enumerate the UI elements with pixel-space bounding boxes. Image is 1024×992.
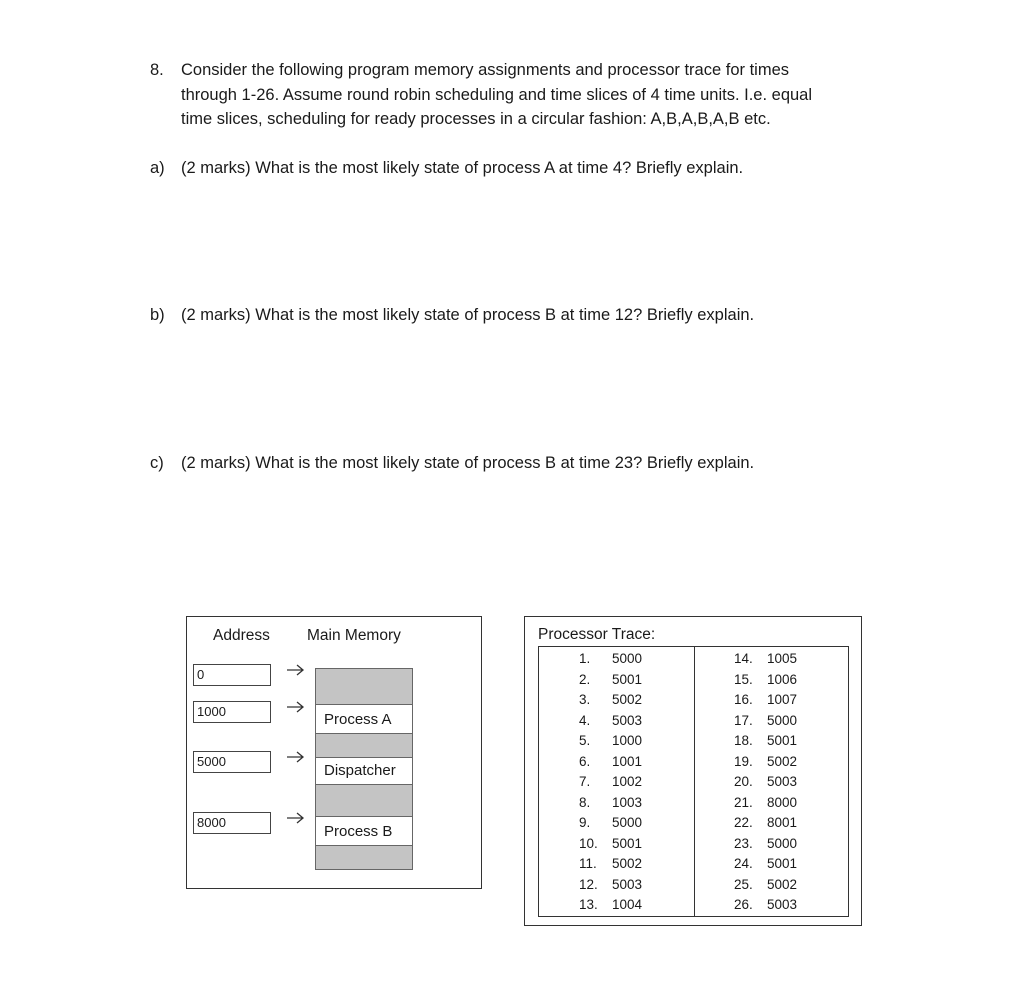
trace-address: 1006: [767, 671, 798, 687]
trace-address: 1001: [612, 753, 643, 769]
trace-row: [579, 651, 642, 666]
trace-row: [734, 774, 797, 789]
trace-row: [579, 856, 642, 871]
trace-step: 4.: [579, 712, 591, 728]
trace-row: [579, 815, 642, 830]
trace-row: [579, 795, 642, 810]
trace-step: 25.: [734, 876, 753, 892]
trace-row: [734, 856, 797, 871]
trace-address: 5002: [767, 876, 798, 892]
address-box: 1000: [193, 701, 271, 723]
memory-block-shaded: [315, 668, 413, 705]
arrow-right-icon: [287, 700, 305, 714]
trace-address: 5001: [767, 856, 798, 871]
memory-segment-process-b: [315, 816, 413, 846]
trace-address: 5003: [767, 897, 798, 912]
trace-step: 18.: [734, 733, 753, 748]
memory-block-shaded: [315, 784, 413, 817]
address-box: 8000: [193, 812, 271, 834]
trace-step: 12.: [579, 876, 598, 892]
trace-address: 5003: [612, 712, 643, 728]
trace-address: 5002: [612, 856, 643, 871]
part-a: [150, 156, 743, 180]
trace-step: 17.: [734, 712, 753, 728]
memory-diagram: [186, 616, 482, 889]
trace-step: 24.: [734, 856, 753, 871]
trace-row: [579, 877, 642, 892]
trace-address: 1005: [767, 651, 798, 666]
address-box: 5000: [193, 751, 271, 773]
memory-segment-process-a: [315, 704, 413, 734]
arrow-right-icon: [287, 663, 305, 677]
trace-step: 22.: [734, 815, 753, 830]
trace-address: 1007: [767, 692, 798, 707]
trace-row: [579, 897, 642, 912]
address-header: Address: [213, 627, 270, 644]
trace-row: [734, 897, 797, 912]
trace-row: [734, 672, 797, 687]
trace-row: [734, 733, 797, 748]
trace-step: 11.: [579, 856, 597, 871]
main-memory-header: Main Memory: [307, 627, 401, 644]
trace-step: 14.: [734, 651, 753, 666]
trace-step: 13.: [579, 897, 598, 912]
trace-row: [734, 877, 797, 892]
trace-step: 5.: [579, 733, 591, 748]
memory-block-shaded: [315, 845, 413, 870]
processor-trace: [524, 616, 862, 926]
trace-step: 23.: [734, 835, 753, 851]
trace-address: 5001: [612, 671, 643, 687]
trace-address: 5000: [612, 815, 643, 830]
trace-step: 2.: [579, 671, 591, 687]
trace-step: 26.: [734, 897, 753, 912]
trace-row: [579, 733, 642, 748]
memory-block-shaded: [315, 733, 413, 758]
trace-row: [734, 754, 797, 769]
trace-step: 19.: [734, 753, 753, 769]
trace-table: [538, 646, 849, 917]
trace-step: 20.: [734, 774, 753, 789]
trace-row: [734, 651, 797, 666]
arrow-right-icon: [287, 750, 305, 764]
trace-step: 10.: [579, 835, 598, 851]
trace-address: 5003: [767, 774, 798, 789]
trace-row: [734, 836, 797, 851]
trace-row: [579, 774, 642, 789]
trace-address: 1000: [612, 733, 643, 748]
part-label: a): [150, 159, 165, 177]
trace-address: 5000: [767, 712, 798, 728]
trace-step: 16.: [734, 692, 753, 707]
part-b: [150, 303, 754, 327]
trace-row: [579, 754, 642, 769]
segment-label: Process A: [324, 711, 392, 728]
trace-step: 1.: [579, 651, 591, 666]
part-c: [150, 451, 754, 475]
trace-step: 3.: [579, 692, 591, 707]
part-label: b): [150, 306, 165, 324]
trace-step: 21.: [734, 794, 753, 810]
trace-address: 5001: [767, 733, 798, 748]
part-label: c): [150, 454, 164, 472]
trace-address: 5001: [612, 835, 643, 851]
trace-address: 5002: [612, 692, 643, 707]
trace-address: 1004: [612, 897, 643, 912]
trace-step: 15.: [734, 671, 753, 687]
question-line: Consider the following program memory assignments and processor trace for times: [181, 61, 790, 79]
trace-address: 5003: [612, 876, 643, 892]
trace-address: 5000: [767, 835, 798, 851]
trace-step: 7.: [579, 774, 591, 789]
trace-address: 1002: [612, 774, 643, 789]
trace-address: 5000: [612, 651, 643, 666]
trace-row: [579, 672, 642, 687]
trace-address: 8000: [767, 794, 798, 810]
trace-row: [579, 692, 642, 707]
part-text: (2 marks) What is the most likely state of process B at time 23? Briefly explain.: [181, 454, 755, 472]
column-divider: [694, 647, 695, 916]
trace-address: 1003: [612, 794, 643, 810]
question-line: through 1-26. Assume round robin scheduling and time slices of 4 time units. I.e. equal: [181, 85, 813, 104]
trace-step: 9.: [579, 815, 591, 830]
part-text: (2 marks) What is the most likely state of process A at time 4? Briefly explain.: [181, 159, 744, 177]
trace-row: [734, 795, 797, 810]
question-number: 8.: [150, 61, 164, 79]
question-8: [150, 58, 910, 132]
address-box: 0: [193, 664, 271, 686]
segment-label: Process B: [324, 823, 393, 840]
trace-step: 8.: [579, 794, 591, 810]
question-line: time slices, scheduling for ready processes in a circular fashion: A,B,A,B,A,B etc.: [181, 110, 771, 128]
trace-row: [579, 836, 642, 851]
trace-row: [734, 815, 797, 830]
trace-title: Processor Trace:: [538, 626, 656, 643]
question-text: [181, 58, 910, 132]
trace-address: 5002: [767, 753, 798, 769]
part-text: (2 marks) What is the most likely state of process B at time 12? Briefly explain.: [181, 306, 755, 324]
trace-row: [734, 692, 797, 707]
arrow-right-icon: [287, 811, 305, 825]
segment-label: Dispatcher: [324, 762, 396, 779]
trace-step: 6.: [579, 753, 591, 769]
trace-row: [579, 713, 642, 728]
trace-row: [734, 713, 797, 728]
memory-segment-dispatcher: [315, 757, 413, 785]
trace-address: 8001: [767, 815, 798, 830]
